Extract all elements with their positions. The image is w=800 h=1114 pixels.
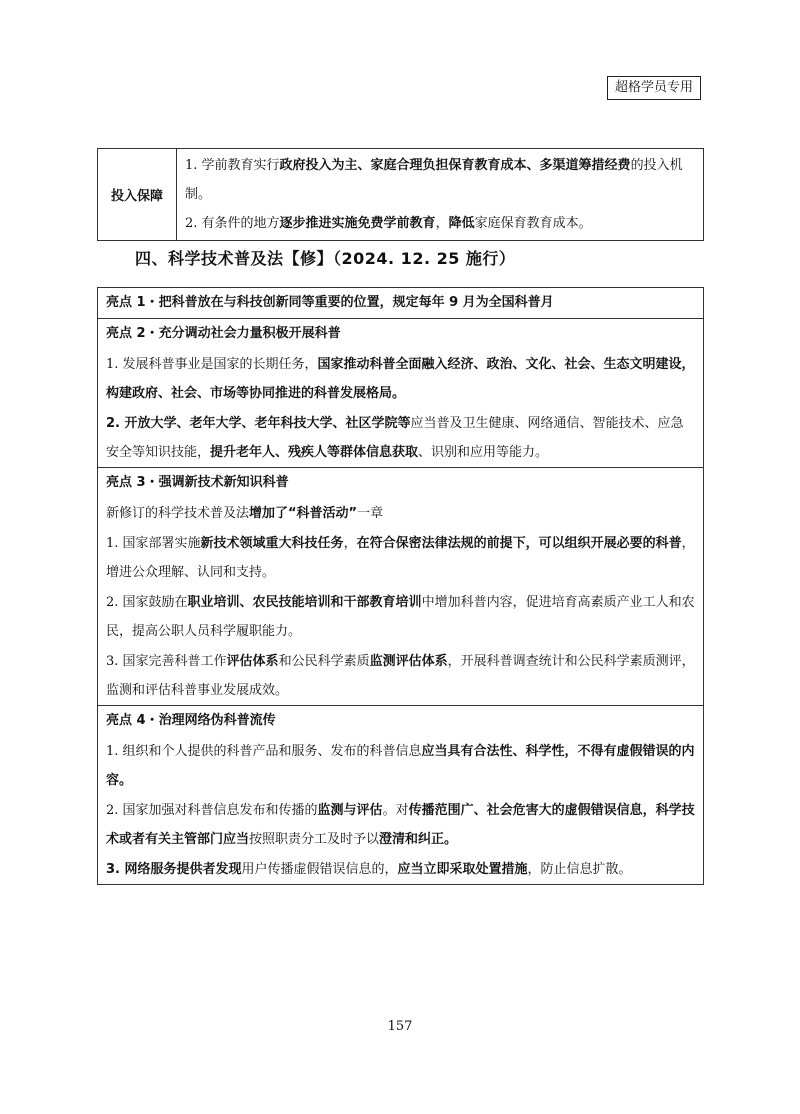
body-text: 按照职责分工及时予以 xyxy=(249,832,380,847)
body-text: ， xyxy=(435,216,449,231)
content-line xyxy=(185,209,695,238)
emphasis-text: 逐步推进实施免费学前教育 xyxy=(279,216,436,231)
body-text: 1. 发展科普事业是国家的长期任务， xyxy=(106,357,318,372)
highlight-paragraph xyxy=(98,854,703,884)
highlight-paragraph xyxy=(98,408,703,467)
emphasis-text: 增加了“科普活动” xyxy=(249,506,358,521)
emphasis-text: 监测与评估 xyxy=(317,803,383,818)
highlight-block xyxy=(98,318,703,467)
highlight-block xyxy=(98,467,703,705)
highlight-paragraph xyxy=(98,349,703,408)
header-stamp: 超格学员专用 xyxy=(607,76,701,100)
emphasis-text: 评估体系 xyxy=(226,654,279,669)
highlight-paragraph xyxy=(98,587,703,646)
body-text: 新修订的科学技术普及法 xyxy=(106,506,250,521)
highlight-block xyxy=(98,705,703,884)
emphasis-text: 国家推动科普全面融入经济、政治、文化、社会、生态文明建设，构建政府、社会、市场等协同推进的科普发展格局。 xyxy=(106,357,695,401)
row-content xyxy=(177,149,704,241)
body-text: ，防止信息扩散。 xyxy=(527,862,632,877)
emphasis-text: 提升老年人、残疾人等群体信息获取 xyxy=(210,445,419,460)
emphasis-text: 2. 开放大学、老年大学、老年科技大学、社区学院等 xyxy=(106,416,411,431)
emphasis-text: 政府投入为主、家庭合理负担保育教育成本、多渠道筹措经费 xyxy=(279,158,631,173)
highlight-paragraph xyxy=(98,498,703,528)
emphasis-text: 应当具有合法性、科学性，不得有虚假错误的内容。 xyxy=(106,744,695,788)
body-text: 中增加科普内容，促进培育高素质产业工人和农民，提高公职人员科学履职能力。 xyxy=(106,595,695,639)
body-text: 的投入机制。 xyxy=(185,158,683,202)
emphasis-text: 澄清和纠正。 xyxy=(379,832,458,847)
body-text: 2. 国家鼓励在 xyxy=(106,595,188,610)
body-text: 。对 xyxy=(382,803,409,818)
body-text: ，开展科普调查统计和公民科学素质测评，监测和评估科普事业发展成效。 xyxy=(106,654,695,698)
highlight-title: 亮点 2・充分调动社会力量积极开展科普 xyxy=(106,326,341,341)
highlight-paragraph xyxy=(98,736,703,795)
body-text: 用户传播虚假错误信息的， xyxy=(241,862,398,877)
emphasis-text: 传播范围广、社会危害大的虚假错误信息，科学技术或者有关主管部门应当 xyxy=(106,803,695,847)
body-text: 2. 有条件的地方 xyxy=(185,216,280,231)
body-text: 应当普及卫生健康、网络通信、智能技术、应急安全等知识技能， xyxy=(106,416,684,460)
emphasis-text: 监测评估体系 xyxy=(369,654,448,669)
emphasis-text: 职业培训、农民技能培训和干部教育培训 xyxy=(187,595,422,610)
emphasis-text: 新技术领域重大科技任务 xyxy=(200,536,344,551)
emphasis-text: 3. 网络服务提供者发现 xyxy=(106,862,242,877)
body-text: 1. 组织和个人提供的科普产品和服务、发布的科普信息 xyxy=(106,744,422,759)
funding-table xyxy=(97,148,704,241)
body-text: 和公民科学素质 xyxy=(278,654,370,669)
body-text: 2. 国家加强对科普信息发布和传播的 xyxy=(106,803,318,818)
highlight-paragraph xyxy=(98,528,703,587)
body-text: 、识别和应用等能力。 xyxy=(418,445,549,460)
body-text: 3. 国家完善科普工作 xyxy=(106,654,227,669)
highlight-title: 亮点 3・强调新技术新知识科普 xyxy=(106,475,289,490)
section-title: 四、科学技术普及法【修】（2024. 12. 25 施行） xyxy=(135,249,516,268)
body-text: ， xyxy=(343,536,357,551)
body-text: 一章 xyxy=(357,506,384,521)
highlight-title: 亮点 1・把科普放在与科技创新同等重要的位置，规定每年 9 月为全国科普月 xyxy=(106,295,554,310)
emphasis-text: 在符合保密法律法规的前提下，可以组织开展必要的科普 xyxy=(356,536,682,551)
page-number: 157 xyxy=(387,1019,413,1034)
highlight-paragraph xyxy=(98,646,703,705)
table-row xyxy=(98,149,704,241)
emphasis-text: 应当立即采取处置措施 xyxy=(397,862,528,877)
highlight-title: 亮点 4・治理网络伪科普流传 xyxy=(106,713,276,728)
emphasis-text: 降低 xyxy=(448,216,475,231)
highlights-box xyxy=(97,287,704,885)
highlight-block xyxy=(98,288,703,318)
highlight-paragraph xyxy=(98,795,703,854)
body-text: 1. 学前教育实行 xyxy=(185,158,280,173)
row-label: 投入保障 xyxy=(98,149,177,241)
body-text: 1. 国家部署实施 xyxy=(106,536,201,551)
body-text: ，增进公众理解、认同和支持。 xyxy=(106,536,695,580)
body-text: 家庭保育教育成本。 xyxy=(474,216,592,231)
content-line xyxy=(185,151,695,209)
